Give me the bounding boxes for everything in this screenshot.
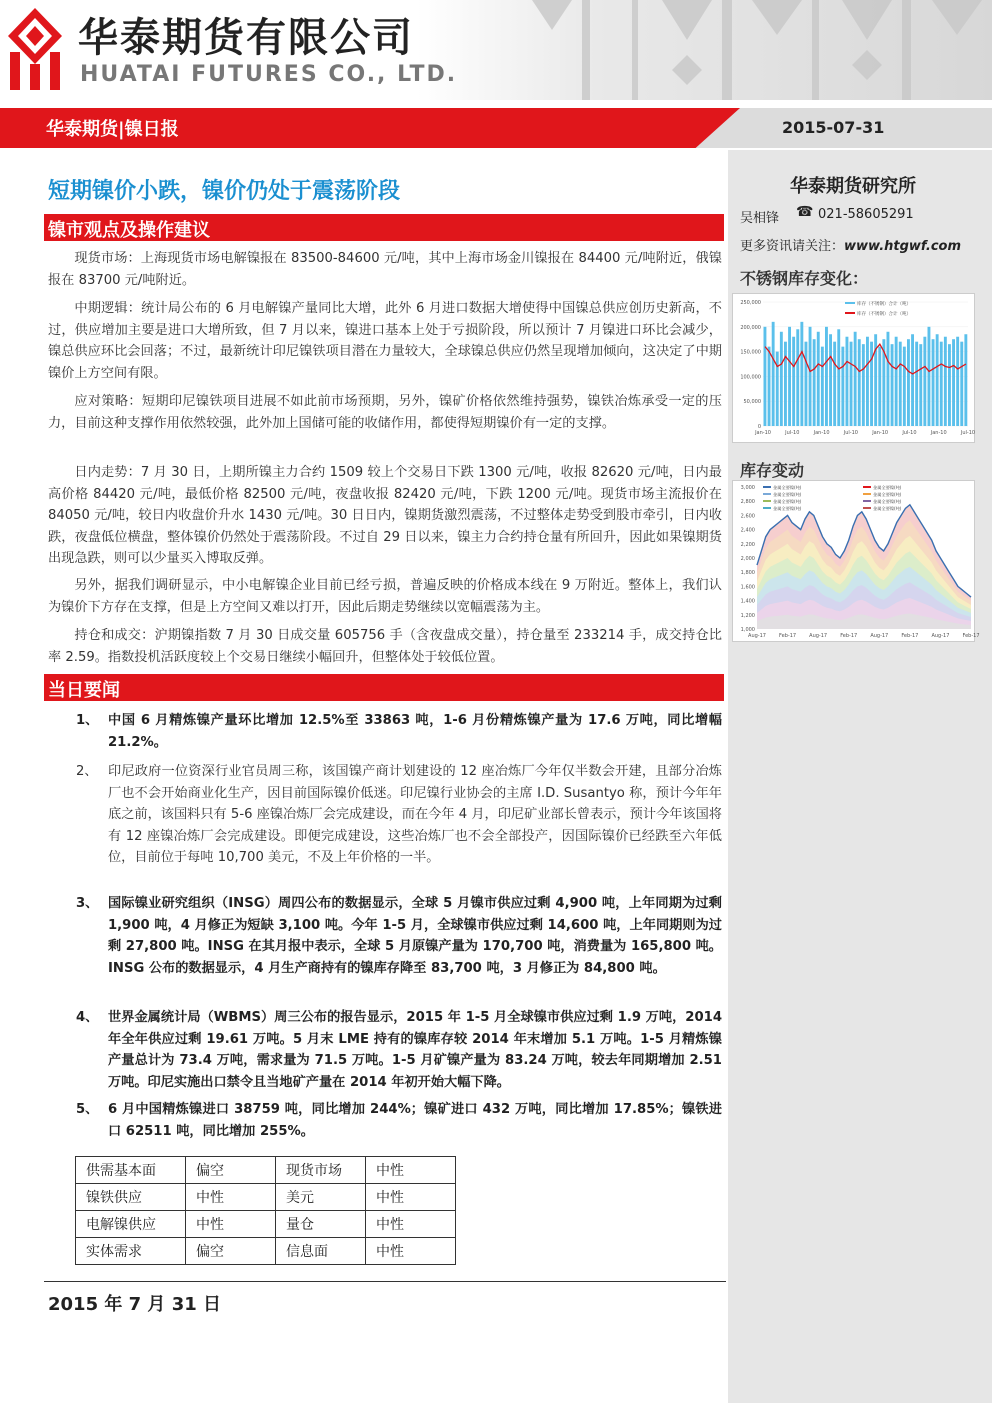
bar [846, 337, 849, 426]
bar [813, 339, 816, 426]
y-tick-label: 2,400 [740, 527, 755, 534]
y-tick-label: 3,000 [740, 485, 755, 491]
bar [948, 344, 951, 426]
bar [833, 342, 836, 426]
y-tick-label: 250,000 [740, 300, 761, 306]
x-tick-label: Jan-10 [872, 430, 889, 436]
y-tick-label: 1,800 [740, 570, 755, 577]
legend-swatch [763, 486, 771, 488]
x-tick-label: Aug-17 [931, 633, 950, 639]
section-header-outlook [44, 214, 724, 241]
table-cell: 信息面 [276, 1238, 366, 1265]
legend-swatch [863, 500, 871, 502]
news-text: 国际镍业研究组织（INSG）周四公布的数据显示，全球 5 月镍市供应过剩 4,900 吨，上年同期为过剩 1,900 吨，4 月修正为短缺 3,100 吨。今年 1-5 月，全球镍市供应过剩 14,600 吨，上年同期则为过剩 27,800 吨。INSG 在其月报中表示，全球 5 月原镍产量为 170,700 吨，消费量为 165,800 吨。INSG 公布的数据显示，4 月生产商持有的镍库存降至 83,700 吨，3 月修正为 84,800 吨。 [108, 896, 722, 976]
x-tick-label: Jul-10 [902, 430, 917, 436]
bar [928, 327, 931, 426]
chart1-heading: 不锈钢库存变化： [740, 269, 869, 288]
more-info-prefix: 更多资讯请关注： [740, 239, 845, 254]
company-name-cn: 华泰期货有限公司 [78, 15, 414, 61]
bar [796, 329, 799, 426]
stock-change-chart-svg [733, 481, 980, 643]
report-title: 华泰期货|镍日报 [46, 119, 179, 140]
header-decoration [512, 0, 992, 100]
bar [952, 339, 955, 426]
table-cell: 中性 [366, 1211, 456, 1238]
legend-label: 金属全要镍(吨) [773, 485, 802, 490]
table-cell: 美元 [276, 1184, 366, 1211]
bar [821, 347, 824, 426]
bar [854, 332, 857, 426]
bar [911, 334, 914, 426]
x-tick-label: Feb-17 [901, 633, 919, 639]
stainless-stock-chart-svg [733, 294, 976, 444]
bar [964, 334, 967, 426]
paragraph-position: 持仓和成交：沪期镍指数 7 月 30 日成交量 605756 手（含夜盘成交量），持仓量至 233214 手，成交持仓比率 2.59。指数投机活跃度较上个交易日继续小幅回升，但整体处于较低位置。 [48, 628, 722, 665]
news-text: 6 月中国精炼镍进口 38759 吨，同比增加 244%；镍矿进口 432 万吨，同比增加 17.85%；镍铁进口 62511 吨，同比增加 255%。 [108, 1102, 722, 1139]
news-text: 中国 6 月精炼镍产量环比增加 12.5%至 33863 吨，1-6 月份精炼镍产量为 17.6 万吨，同比增幅 21.2%。 [108, 713, 722, 750]
bar [841, 347, 844, 426]
x-tick-label: Jul-10 [843, 430, 858, 436]
y-tick-label: 100,000 [740, 374, 761, 381]
x-tick-label: Feb-17 [962, 633, 980, 639]
news-text: 世界金属统计局（WBMS）周三公布的报告显示，2015 年 1-5 月全球镍市供应过剩 1.9 万吨，2014 年全年供应过剩 19.61 万吨。5 月末 LME 持有的镍库存较 2014 年末增加 5.1 万吨。1-5 月精炼镍产量总计为 73.4 万吨，需求量为 71.5 万吨。1-5 月矿镍产量为 83.24 万吨，较去年同期增加 2.51 万吨。印尼实施出口禁令且当地矿产量在 2014 年初开始大幅下降。 [108, 1010, 722, 1090]
bar [944, 337, 947, 426]
stainless-stock-chart [732, 293, 975, 443]
bar [817, 332, 820, 426]
y-tick-label: 2,600 [740, 513, 755, 520]
news-number: 2、 [76, 764, 98, 779]
bar [772, 322, 775, 426]
paragraph-strategy: 应对策略：短期印尼镍铁项目进展不如此前市场预期，另外，镍矿价格依然维持强势，镍铁冶炼承受一定的压力，目前这种支撑作用依然较强，此外加上国储可能的收储作用，都使得短期镍价有一定的支撑。 [48, 394, 722, 431]
bar [870, 342, 873, 426]
x-tick-label: Jan-10 [813, 430, 830, 436]
x-tick-label: Aug-17 [748, 633, 766, 639]
table-cell: 供需基本面 [76, 1157, 186, 1184]
bar [825, 327, 828, 426]
bar [858, 339, 861, 426]
huatai-logo [4, 6, 66, 92]
legend-swatch [863, 507, 871, 509]
bar [940, 342, 943, 426]
legend-label: 金属全要镍(吨) [773, 499, 802, 504]
bar [809, 327, 812, 426]
y-tick-label: 2,800 [740, 499, 755, 506]
bar [805, 342, 808, 426]
y-tick-label: 1,400 [740, 598, 755, 605]
bar [936, 334, 939, 426]
bar [919, 344, 922, 426]
table-cell: 镍铁供应 [76, 1184, 186, 1211]
bar [887, 332, 890, 426]
paragraph-midterm: 中期逻辑：统计局公布的 6 月电解镍产量同比大增，此外 6 月进口数据大增使得中国镍总供应创历史新高，不过，供应增加主要是进口大增所致，但 7 月以来，镍进口基本上处于亏损阶段，所以预计 7 月镍进口环比会减少，镍总供应环比会回落；不过，最新统计印尼镍铁项目潜在力量较大，全球镍总供应仍然呈现增加倾向，这决定了中期镍价上方空间有限。 [48, 301, 722, 381]
bar [788, 327, 791, 426]
bar [907, 339, 910, 426]
table-row [76, 1211, 456, 1238]
table-cell: 中性 [186, 1184, 276, 1211]
bar [862, 344, 865, 426]
y-tick-label: 150,000 [740, 349, 761, 356]
table-cell: 电解镍供应 [76, 1211, 186, 1238]
sidebar-institute: 华泰期货研究所 [790, 176, 916, 197]
table-cell: 中性 [366, 1157, 456, 1184]
legend-swatch [863, 486, 871, 488]
bar [780, 332, 783, 426]
news-text: 印尼政府一位资深行业官员周三称，该国镍产商计划建设的 12 座冶炼厂今年仅半数会开建，且部分冶炼厂也不会开始商业化生产，因目前国际镍价低迷。印尼镍行业协会的主席 I.D. Susantyo 称，预计今年年底之前，该国料只有 5-6 座镍冶炼厂会完成建设，而在今年 4 月，印尼矿业部长曾表示，预计今年该国将有 12 座镍冶炼厂会完成建设。即便完成建设，这些冶炼厂也不会全部投产，因国际镍价已经跌至六年低位，目前位于每吨 10,700 美元，不及上年价格的一半。 [108, 764, 722, 865]
y-tick-label: 50,000 [743, 399, 761, 406]
x-tick-label: Jul-10 [785, 430, 800, 436]
news-number: 4、 [76, 1010, 99, 1025]
chart2-heading: 库存变动 [740, 461, 805, 480]
bar [891, 344, 894, 426]
page-header [0, 0, 992, 100]
x-tick-label: Jan-10 [755, 430, 771, 436]
x-tick-label: Jan-10 [930, 430, 947, 436]
table-cell: 中性 [366, 1184, 456, 1211]
bar [784, 342, 787, 426]
bar [776, 352, 779, 426]
bar [960, 342, 963, 426]
bar [899, 342, 902, 426]
y-tick-label: 1,200 [740, 612, 755, 619]
table-cell: 偏空 [186, 1157, 276, 1184]
company-name-en: HUATAI FUTURES CO., LTD. [80, 62, 458, 87]
x-tick-label: Aug-17 [809, 633, 828, 639]
legend-swatch [763, 500, 771, 502]
table-cell: 实体需求 [76, 1238, 186, 1265]
legend-label: 库存（不锈钢）合计（吨） [857, 312, 911, 317]
legend-label: 金属全要镍(吨) [873, 506, 902, 511]
table-cell: 中性 [186, 1211, 276, 1238]
bar [903, 347, 906, 426]
table-cell: 量仓 [276, 1211, 366, 1238]
y-tick-label: 2,200 [740, 541, 755, 548]
legend-label: 金属全要镍(吨) [873, 492, 902, 497]
bar [923, 337, 926, 426]
y-tick-label: 1,000 [740, 627, 755, 633]
phone-icon: ☎ [796, 204, 814, 220]
x-tick-label: Aug-17 [870, 633, 889, 639]
title-bar [0, 108, 992, 148]
report-date: 2015-07-31 [782, 118, 885, 137]
bar [837, 329, 840, 426]
legend-swatch [845, 302, 855, 304]
legend-swatch [763, 507, 771, 509]
bar [956, 337, 959, 426]
legend-label: 金属全要镍(吨) [773, 492, 802, 497]
paragraph-intraday: 日内走势：7 月 30 日，上期所镍主力合约 1509 较上个交易日下跌 1300 元/吨，收报 82620 元/吨，日内最高价格 84420 元/吨，最低价格 82500 元/吨，夜盘收报 82420 元/吨，下跌 1200 元/吨。现货市场主流报价在 84050 元/吨，较日内收盘价升水 1430 元/吨。30 日日内，镍期货激烈震荡，不过整体走势受到股市牵引，日内收跌，夜盘低位横盘，整体镍价仍然处于震荡阶段。不过自 29 日以来，镍主力合约持仓量有所回升，因此如果镍期货出现急跌，则可以少量买入博取反弹。 [48, 465, 722, 566]
bar [866, 337, 869, 426]
bar [768, 347, 771, 426]
footer-divider [44, 1281, 726, 1282]
y-tick-label: 1,600 [740, 584, 755, 591]
legend-label: 金属全要镍(吨) [873, 485, 902, 490]
legend-label: 金属全要镍(吨) [873, 499, 902, 504]
y-tick-label: 0 [757, 424, 761, 430]
section-title-news: 当日要闻 [48, 680, 120, 701]
bar [829, 334, 832, 426]
sentiment-table [75, 1156, 456, 1265]
table-row [76, 1157, 456, 1184]
bar [850, 342, 853, 426]
x-tick-label: Feb-17 [840, 633, 858, 639]
sidebar-phone: 021-58605291 [818, 207, 914, 222]
section-header-news [44, 674, 724, 701]
legend-swatch [845, 312, 855, 314]
sidebar-author: 吴相锋 [740, 211, 780, 226]
website-link[interactable]: www.htgwf.com [844, 239, 962, 254]
bar [878, 347, 881, 426]
section-title-outlook: 镍市观点及操作建议 [48, 220, 210, 241]
paragraph-spot: 现货市场：上海现货市场电解镍报在 83500-84600 元/吨，其中上海市场金川镍报在 84400 元/吨附近，俄镍报在 83700 元/吨附近。 [48, 251, 722, 288]
table-row [76, 1238, 456, 1265]
table-cell: 偏空 [186, 1238, 276, 1265]
bar [800, 322, 803, 426]
table-cell: 中性 [366, 1238, 456, 1265]
legend-label: 库存（不锈钢）合计（吨） [857, 302, 911, 307]
news-number: 1、 [76, 713, 99, 728]
table-cell: 现货市场 [276, 1157, 366, 1184]
x-tick-label: Feb-17 [779, 633, 797, 639]
legend-label: 金属全要镍(吨) [773, 506, 802, 511]
paragraph-other: 另外，据我们调研显示，中小电解镍企业目前已经亏损，普遍反映的价格成本线在 9 万附近。整体上，我们认为镍价下方存在支撑，但是上方空间又难以打开，因此后期走势继续以宽幅震荡为主。 [48, 578, 722, 615]
legend-swatch [863, 493, 871, 495]
bar [764, 327, 767, 426]
bar [915, 342, 918, 426]
bar [932, 339, 935, 426]
sidebar-more-info [740, 235, 961, 254]
bar [895, 337, 898, 426]
headline: 短期镍价小跌，镍价仍处于震荡阶段 [48, 179, 401, 204]
table-row [76, 1184, 456, 1211]
y-tick-label: 2,000 [740, 556, 755, 562]
y-tick-label: 200,000 [740, 324, 761, 331]
legend-swatch [763, 493, 771, 495]
footer-date: 2015 年 7 月 31 日 [48, 1294, 222, 1315]
x-tick-label: Jul-10 [960, 430, 976, 436]
news-number: 3、 [76, 896, 99, 911]
news-number: 5、 [76, 1102, 99, 1117]
stock-change-chart [732, 480, 980, 642]
bar [792, 337, 795, 426]
